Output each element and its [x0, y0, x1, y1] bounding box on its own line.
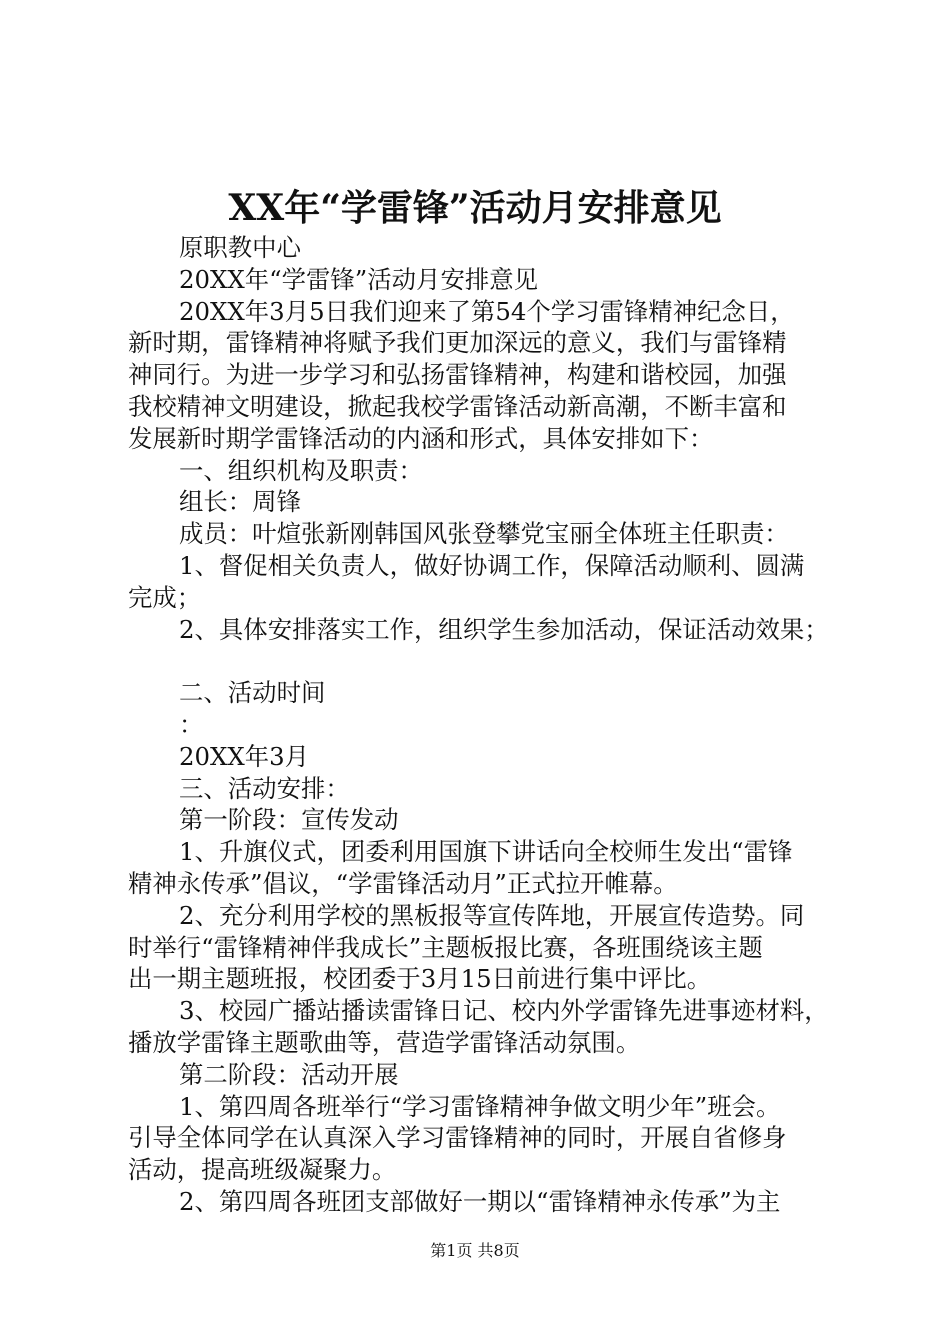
paragraph-line: 二、活动时间 — [179, 678, 326, 708]
paragraph-line: 第二阶段：活动开展 — [179, 1059, 399, 1089]
paragraph-line: 三、活动安排： — [179, 773, 350, 803]
paragraph-line: 活动，提高班级凝聚力。 — [128, 1155, 397, 1185]
paragraph-line: 第一阶段：宣传发动 — [179, 805, 399, 835]
document-title: XX年“学雷锋”活动月安排意见 — [228, 187, 722, 229]
paragraph-line: 时举行“雷锋精神伴我成长”主题板报比赛，各班围绕该主题 — [128, 932, 763, 962]
page-number-footer: 第1页 共8页 — [430, 1241, 520, 1260]
paragraph-line: 成员：叶煊张新刚韩国风张登攀党宝丽全体班主任职责： — [179, 519, 789, 549]
paragraph-line: 2、充分利用学校的黑板报等宣传阵地，开展宣传造势。同 — [179, 900, 805, 930]
paragraph-line: 1、升旗仪式，团委利用国旗下讲话向全校师生发出“雷锋 — [179, 837, 793, 867]
paragraph-line: 组长：周锋 — [179, 487, 301, 517]
paragraph-line: 引导全体同学在认真深入学习雷锋精神的同时，开展自省修身 — [128, 1123, 787, 1153]
paragraph-line: 出一期主题班报，校团委于3月15日前进行集中评比。 — [128, 964, 712, 994]
document-body — [128, 232, 840, 1218]
paragraph-line: 发展新时期学雷锋活动的内涵和形式，具体安排如下： — [128, 423, 714, 453]
paragraph-line: 新时期，雷锋精神将赋予我们更加深远的意义，我们与雷锋精 — [128, 328, 787, 358]
paragraph-line: 2、第四周各班团支部做好一期以“雷锋精神永传承”为主 — [179, 1186, 781, 1216]
paragraph-line: 原职教中心 — [179, 233, 301, 262]
paragraph-line: 20XX年3月 — [179, 741, 310, 771]
paragraph-line: 我校精神文明建设，掀起我校学雷锋活动新高潮，不断丰富和 — [128, 391, 787, 421]
paragraph-line: 一、组织机构及职责： — [179, 455, 423, 485]
paragraph-line: ： — [179, 709, 204, 739]
paragraph-line: 精神永传承”倡议，“学雷锋活动月”正式拉开帷幕。 — [128, 868, 678, 898]
paragraph-line: 2、具体安排落实工作，组织学生参加活动，保证活动效果； — [179, 614, 829, 644]
blank-line — [128, 645, 840, 677]
paragraph-line: 3、校园广播站播读雷锋日记、校内外学雷锋先进事迹材料， — [179, 996, 829, 1026]
paragraph-line: 播放学雷锋主题歌曲等，营造学雷锋活动氛围。 — [128, 1027, 641, 1057]
paragraph-line: 20XX年3月5日我们迎来了第54个学习雷锋精神纪念日， — [179, 296, 795, 326]
paragraph-line: 20XX年“学雷锋”活动月安排意见 — [179, 264, 539, 294]
paragraph-line: 1、第四周各班举行“学习雷锋精神争做文明少年”班会。 — [179, 1091, 781, 1121]
paragraph-line: 神同行。为进一步学习和弘扬雷锋精神，构建和谐校园，加强 — [128, 360, 787, 390]
paragraph-line: 1、督促相关负责人，做好协调工作，保障活动顺利、圆满 — [179, 550, 805, 580]
paragraph-line: 完成； — [128, 582, 202, 612]
